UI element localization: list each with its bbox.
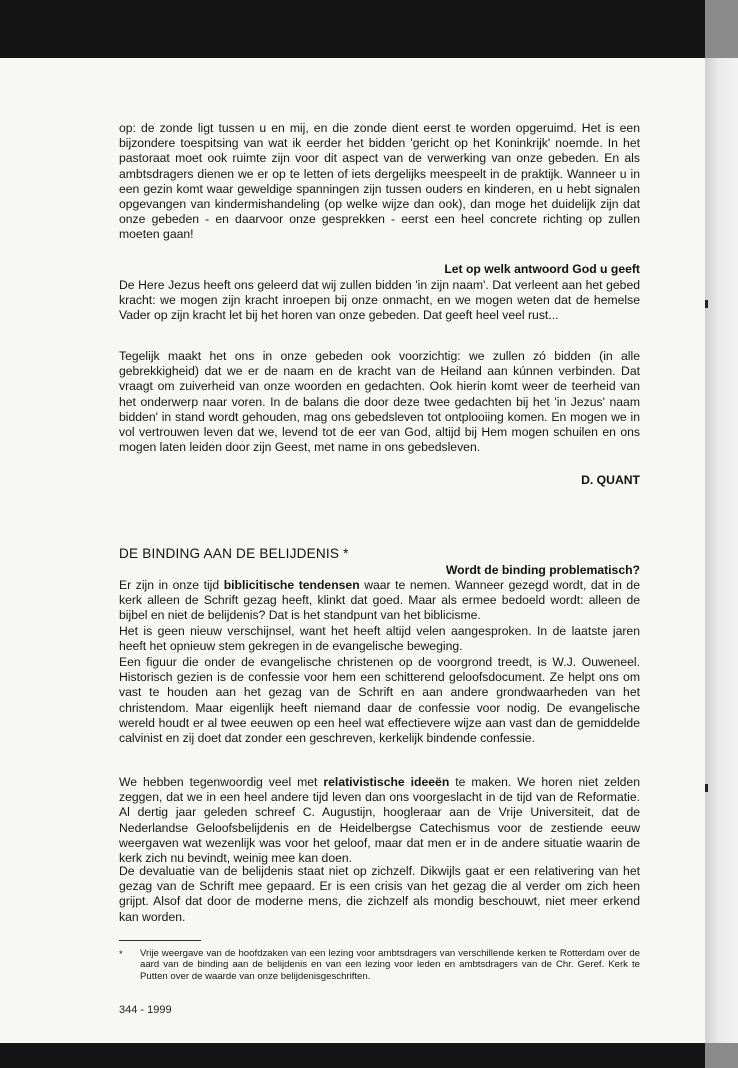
paragraph: Een figuur die onder de evangelische christenen op de voorgrond treedt, is W.J. Ouweneel. Historisch gezien is de confessie voor hem een schitterend geloofsdocument. Ze helpt ons om vast te houden aan het gezag van de Schrift en aan andere grondwaarheden van het christendom. Maar eigenlijk heeft niemand daar de confessie voor nodig. De evangelische wereld houdt er al twee eeuwen op een heel wat effectievere wijze aan vast dan de gemiddelde calvinist en zij doet dat zonder een geschreven, kerkelijk bindende confessie.: [119, 655, 640, 746]
paragraph: op: de zonde ligt tussen u en mij, en die zonde dient eerst te worden opgeruimd. Het is een bijzondere toespitsing van wat ik eerder het bidden 'gericht op het Koninkrijk' noemde. In het pastoraat moet ook ruimte zijn voor dit aspect van de verwerking van onze gebeden. En als ambtsdragers dienen we er op te letten of iets dergelijks meespeelt in de praktijk. Wanneer u in een gezin komt waar geweldige spanningen zijn tussen ouders en kinderen, en u hebt signalen opgevangen van kindermishandeling (op welke wijze dan ook), dan moge het duidelijk zijn dat onze gebeden - en daarvoor onze gesprekken - eerst een heel concrete richting op zullen moeten gaan!: [119, 121, 640, 242]
scan-top-bar: [0, 0, 705, 58]
edge-mark: [705, 784, 708, 792]
footnote-marker: *: [119, 949, 123, 960]
paragraph: Tegelijk maakt het ons in onze gebeden ook voorzichtig: we zullen zó bidden (in alle gebrekkigheid) dat we er de naam en de kracht van de Heiland aan kúnnen verbinden. Dat vraagt om zuiverheid van onze woorden en gedachten. Ook hierin komt weer de teerheid van het onderwerp naar voren. In de balans die door deze twee gedachten bij het 'in Jezus' naam bidden' in stand wordt gehouden, mag ons gebedsleven tot ontplooiing komen. En mogen we in vol vertrouwen leven dat we, levend tot de eer van God, altijd bij Hem mogen schuilen en ons mogen laten leiden door zijn Geest, met name in ons gebedsleven.: [119, 349, 640, 455]
bold-term: biblicitische tendensen: [223, 578, 360, 592]
footnote-rule: [119, 940, 201, 941]
paragraph: [119, 775, 640, 866]
text-run: te maken. We horen niet zelden zeggen, dat we in een heel andere tijd leven dan ons voorgeslacht in de tijd van de Reformatie. Al dertig jaar geleden schreef C. Augustijn, hoogleraar aan de Vrije Universiteit, dat de Nederlandse Geloofsbelijdenis en de Heidelbergse Catechismus voor de zestiende eeuw weergaven wat wezenlijk was voor het geloof, maar dat men er in de andere situatie waarin de kerk zich nu bevindt, weinig mee kan doen.: [119, 775, 640, 866]
paragraph: De devaluatie van de belijdenis staat niet op zichzelf. Dikwijls gaat er een relativering van het gezag van de Schrift mee gepaard. Er is een crisis van het gezag die al verder om zich heen grijpt. Alsof dat door de moderne mens, die zichzelf als mondig beschouwt, niet meer erkend kan worden.: [119, 864, 640, 924]
bold-term: relativistische ideeën: [323, 775, 450, 789]
footnote-text: Vrije weergave van de hoofdzaken van een lezing voor ambtsdragers van verschillende kerken te Rotterdam over de aard van de binding aan de belijdenis en van een lezing voor leden en ambtsdragers van de Chr. Geref. Kerk te Putten over de waarde van onze belijdenisgeschriften.: [140, 948, 640, 982]
section-title: DE BINDING AAN DE BELIJDENIS *: [119, 546, 349, 561]
scan-bottom-bar-edge: [705, 1043, 738, 1068]
subheading: Wordt de binding problematisch?: [445, 563, 640, 577]
paragraph: De Here Jezus heeft ons geleerd dat wij zullen bidden 'in zijn naam'. Dat verleent aan het gebed kracht: we mogen zijn kracht inroepen bij onze onmacht, en we mogen weten dat de hemelse Vader op zijn kracht let bij het horen van onze gebeden. Dat geeft heel veel rust...: [119, 278, 640, 323]
paragraph: Het is geen nieuw verschijnsel, want het heeft altijd velen aangesproken. In de laatste jaren heeft het opnieuw stem gekregen in de evangelische beweging.: [119, 624, 640, 654]
subheading: Let op welk antwoord God u geeft: [444, 262, 640, 276]
paragraph: [119, 578, 640, 624]
scan-top-bar-edge: [705, 0, 738, 58]
page-number: 344 - 1999: [119, 1004, 172, 1016]
author-signature: D. QUANT: [581, 473, 640, 487]
text-run: waar te nemen. Wanneer gezegd wordt, dat in de kerk alleen de Schrift gezag heeft, klinkt dat goed. Maar als ermee bedoeld wordt: alleen de bijbel en niet de belijdenis? Dat is het standpunt van het biblicisme.: [119, 578, 640, 623]
text-run: Er zijn in onze tijd: [119, 578, 224, 592]
page-right-edge: [705, 58, 738, 1043]
edge-mark: [705, 300, 708, 308]
text-run: We hebben tegenwoordig veel met: [119, 775, 324, 789]
scan-bottom-bar: [0, 1043, 705, 1068]
